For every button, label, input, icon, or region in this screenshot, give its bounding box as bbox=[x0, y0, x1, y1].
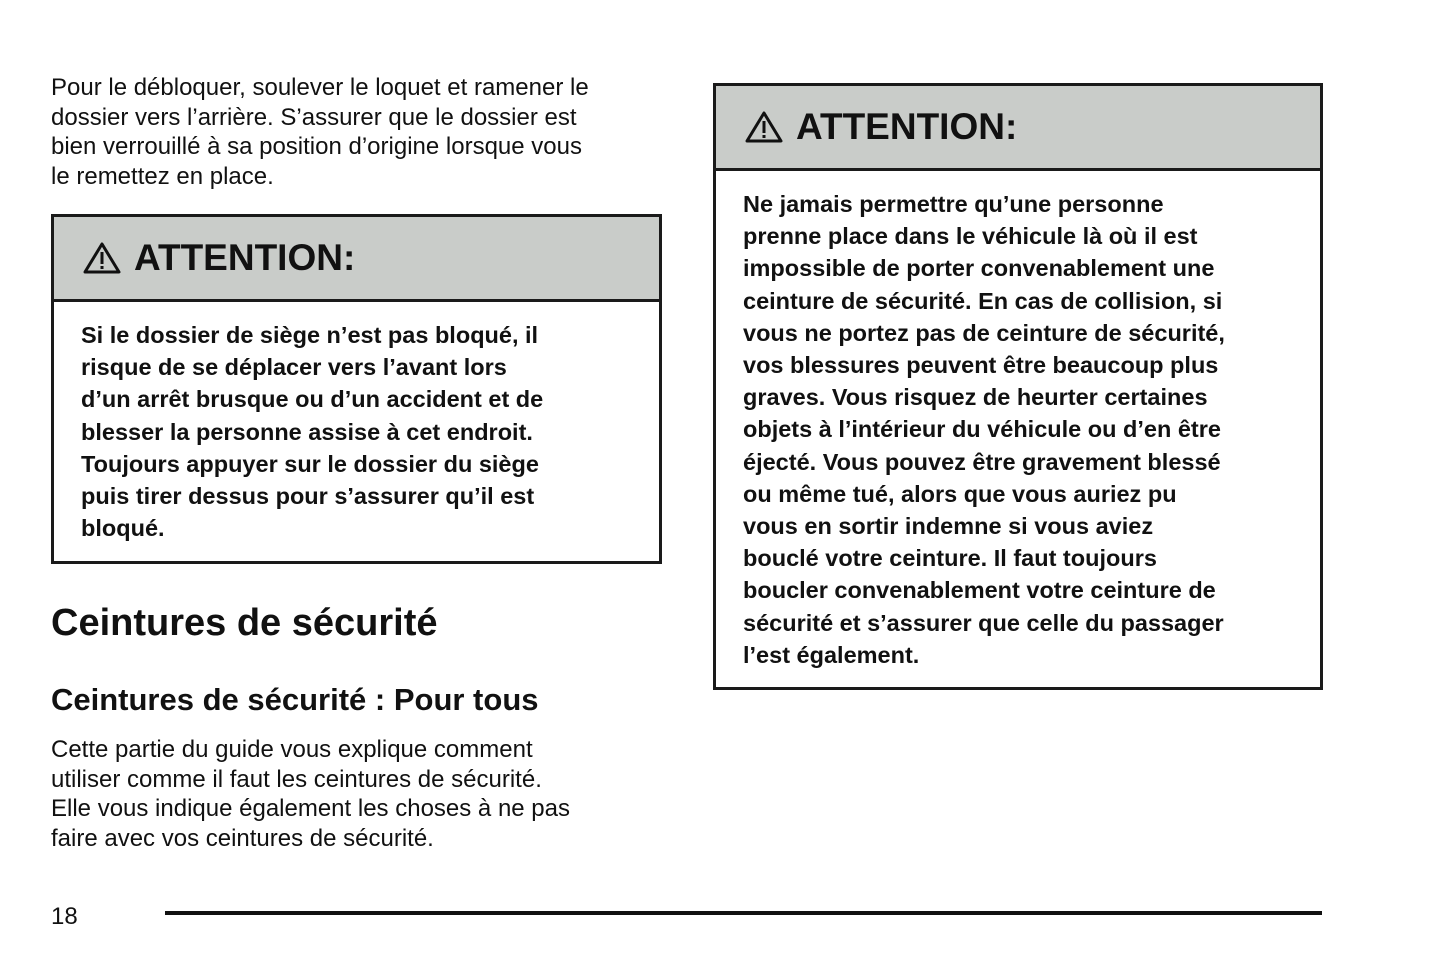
text-line: vous ne portez pas de ceinture de sécurité, bbox=[743, 319, 1225, 346]
text-line: vous en sortir indemne si vous aviez bbox=[743, 513, 1154, 540]
text-line: bien verrouillé à sa position d’origine lorsque vous bbox=[51, 133, 582, 160]
text-line: sécurité et s’assurer que celle du passager bbox=[743, 609, 1224, 636]
text-line: Ne jamais permettre qu’une personne bbox=[743, 191, 1164, 217]
footer-rule bbox=[165, 911, 1322, 915]
warning-title: ATTENTION: bbox=[134, 237, 356, 278]
warning-box-seatbelt bbox=[713, 83, 1323, 690]
text-line: blesser la personne assise à cet endroit. bbox=[81, 418, 533, 445]
warning-header bbox=[54, 217, 659, 302]
text-line: impossible de porter convenablement une bbox=[743, 255, 1215, 282]
text-line: l’est également. bbox=[743, 641, 920, 668]
text-line: dossier vers l’arrière. S’assurer que le dossier est bbox=[51, 103, 577, 131]
warning-triangle-icon bbox=[744, 110, 784, 144]
subsection-title: Ceintures de sécurité : Pour tous bbox=[51, 682, 539, 717]
intro-paragraph bbox=[51, 73, 589, 191]
text-line: d’un arrêt brusque ou d’un accident et de bbox=[81, 386, 544, 413]
text-line: éjecté. Vous pouvez être gravement blessé bbox=[743, 448, 1221, 475]
text-line: Toujours appuyer sur le dossier du siège bbox=[81, 450, 539, 477]
text-line: bouclé votre ceinture. Il faut toujours bbox=[743, 545, 1157, 572]
text-line: Elle vous indique également les choses à ne pas bbox=[51, 795, 570, 822]
warning-header bbox=[716, 86, 1320, 171]
text-line: boucler convenablement votre ceinture de bbox=[743, 577, 1216, 604]
text-line: bloqué. bbox=[81, 515, 165, 542]
warning-title: ATTENTION: bbox=[796, 106, 1018, 147]
warning-text bbox=[716, 171, 1320, 671]
text-line: utiliser comme il faut les ceintures de sécurité. bbox=[51, 765, 542, 793]
warning-triangle-icon bbox=[82, 241, 122, 275]
text-line: graves. Vous risquez de heurter certaines bbox=[743, 384, 1208, 411]
text-line: puis tirer dessus pour s’assurer qu’il est bbox=[81, 483, 535, 510]
text-line: objets à l’intérieur du véhicule ou d’en être bbox=[743, 416, 1221, 443]
section-paragraph bbox=[51, 735, 570, 853]
text-line: vos blessures peuvent être beaucoup plus bbox=[743, 352, 1219, 379]
section-title: Ceintures de sécurité bbox=[51, 602, 438, 644]
text-line: Cette partie du guide vous explique comment bbox=[51, 736, 533, 763]
page-number: 18 bbox=[51, 903, 78, 930]
text-line: ou même tué, alors que vous auriez pu bbox=[743, 480, 1177, 507]
text-line: Si le dossier de siège n’est pas bloqué, il bbox=[81, 322, 539, 348]
text-line: le remettez en place. bbox=[51, 162, 274, 190]
text-line: ceinture de sécurité. En cas de collision, si bbox=[743, 287, 1223, 314]
text-line: prenne place dans le véhicule là où il est bbox=[743, 223, 1198, 250]
warning-text bbox=[54, 302, 659, 544]
text-line: faire avec vos ceintures de sécurité. bbox=[51, 824, 434, 852]
text-line: risque de se déplacer vers l’avant lors bbox=[81, 354, 507, 381]
warning-box-seatback bbox=[51, 214, 662, 564]
text-line: Pour le débloquer, soulever le loquet et ramener le bbox=[51, 74, 589, 101]
